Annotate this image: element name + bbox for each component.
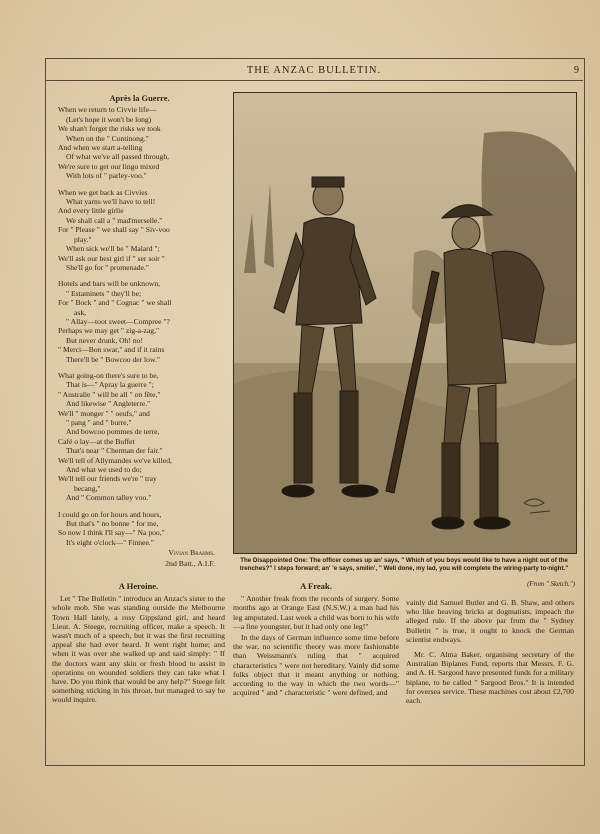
poem (52, 94, 227, 568)
cartoon-drawing (234, 93, 576, 553)
stanza-gap (52, 364, 227, 371)
article-heroine (52, 582, 225, 707)
poem-line: " Estaminets " they'll be; (66, 288, 142, 298)
poem-signature-unit: 2nd Batt., A.I.F. (165, 558, 215, 568)
poem-line: becang," (74, 483, 101, 493)
poem-line: She'll go for " promenade." (66, 262, 149, 272)
article-continued (406, 598, 574, 707)
poem-line: We're sure to get our lingo mixed (58, 161, 160, 171)
article-paragraph: In the days of German influence some time before the war, no scientific theory was more fashionable than Weissmann's ruling that " acquired characteristics " were not hereditary. Vainly did some folks object that it meant anything or nothing, according to the way in which the two words—" acquired " and " characteristic " were defined, and (233, 633, 399, 698)
running-header (45, 62, 583, 81)
cartoon-credit: (From " Sketch.") (527, 581, 575, 588)
poem-line: That's near " Cherman der fair." (66, 446, 163, 456)
poem-line: We'll tell our friends we're " tray (58, 474, 157, 484)
poem-line: What going-on there's sure to be, (58, 370, 159, 380)
poem-line: But never drunk, Oh! no! (66, 335, 143, 345)
poem-line: We'll ask our best girl if " ser soir " (58, 253, 165, 263)
poem-line: " pang " and " burre," (66, 418, 132, 427)
poem-line: We shall call a " mad'merselle." (66, 215, 163, 225)
cartoon-illustration (233, 92, 577, 554)
poem-title: Après la Guerre. (109, 94, 170, 103)
cartoon-caption: The Disappointed One: The officer comes up an' says, " Which of you boys would like to have a night out of the trenches?" I steps forward; an' 'e says, smilin', " Well done, my lad, you will complete the wiring-party to-night." (239, 557, 569, 572)
article-paragraph: " Another freak from the records of surgery. Some months ago at Orange East (N.S.W.) a man had his leg amputated. Last week a child was born to his wife—a fine youngster, but it had only one leg!" (233, 594, 399, 631)
poem-line: For " Bock " and " Cognac " we shall (58, 298, 172, 308)
poem-line: Perhaps we may get " zig-a-zag," (58, 326, 160, 336)
poem-line: When we return to Civvie life— (58, 105, 157, 115)
article-paragraph: Mr. C. Alma Baker, organising secretary of the Australian Biplanes Fund, reports that Messrs. F. G. and A. H. Sargood have presented funds for a military biplane, to be called " Sargood Bros." It is intended for oversea service. These machines cost about £2,700 each. (406, 650, 574, 706)
poem-line: We shan't forget the risks we took (58, 124, 161, 134)
poem-line: Café o lay—at the Buffet (58, 436, 135, 446)
poem-line: For " Please " we shall say " Siv-voo (58, 225, 170, 235)
poem-line: So now I think I'll say—" Na poo," (58, 528, 165, 538)
poem-line: When we get back as Civvies (58, 187, 148, 197)
stanza-gap (52, 181, 227, 188)
poem-line: (Let's hope it won't be long) (66, 114, 152, 124)
article-freak (233, 582, 399, 699)
article-title: A Heroine. (118, 581, 159, 591)
poem-line: When sick we'll be " Malard "; (66, 244, 160, 254)
publication-title: THE ANZAC BULLETIN. (246, 65, 382, 76)
poem-line: " Australie " will be all " on fête," (58, 389, 161, 399)
stanza-gap (52, 503, 227, 510)
poem-line: There'll be " Bowcoo der low." (66, 354, 160, 364)
poem-line: play." (74, 234, 92, 244)
poem-line: That is—" Apray la guerre "; (66, 380, 154, 390)
poem-line: ask, (74, 307, 87, 317)
article-paragraph: vainly did Samuel Butler and G. B. Shaw, and others who like heaving bricks at dogmatists, impeach the alleged rule. If the above par from the " Sydney Bulletin " is true, it ought to knock the German scientist endways. (406, 598, 574, 644)
poem-lines (52, 105, 227, 547)
poem-line: What yarns we'll have to tell! (66, 197, 156, 207)
poem-line: And bowcoo pommes de terre, (66, 427, 160, 437)
poem-line: And what we used to do; (66, 465, 142, 475)
poem-line: But that's " no bonne " for me, (66, 519, 159, 529)
article-title: A Freak. (300, 581, 332, 591)
poem-line: Hotels and bars will be unknown, (58, 279, 161, 289)
poem-line: We'll " monger " " oeufs," and (58, 408, 150, 418)
poem-line: When on the " Continong." (66, 133, 149, 143)
article-paragraph: Let " The Bulletin " introduce an Anzac's sister to the whole mob. She was standing outside the Melbourne Town Hall lately, a rosy Gippsland girl, and heard Lieut. A. Steege, recruiting officer, make a speech. It wasn't much of a speech, but it was the first recruiting appeal she had ever heard. It went right home; and when it was over she walked up and said simply: " If the doctors want any skin or fresh blood to assist in operations on wounded soldiers they can take what I have. Do you think that would be any help?" Steege felt something sticking in his throat, but managed to say he would inquire. (52, 594, 225, 705)
poem-line: With lots of " parley-voo." (66, 171, 147, 181)
poem-line: And likewise " Angleterre." (66, 399, 151, 409)
poem-line: Of what we've all passed through, (66, 152, 170, 162)
stanza-gap (52, 272, 227, 279)
poem-line: It's eight o'clock—" Finnee." (66, 537, 154, 547)
poem-line: " Allay—toot sweet—Compree "? (66, 316, 170, 326)
poem-line: I could go on for hours and hours, (58, 509, 162, 519)
poem-line: " Merci—Bon swar," and if it rains (58, 345, 165, 355)
poem-signature-name: Vivian Brahms. (168, 548, 215, 558)
poem-line: And " Common talley voo." (66, 493, 152, 503)
poem-line: We'll tell of Allymandes we've killed, (58, 455, 172, 465)
poem-line: And when we start a-telling (58, 143, 143, 153)
poem-line: And every little girlie (58, 206, 124, 216)
page-number: 9 (574, 65, 579, 76)
